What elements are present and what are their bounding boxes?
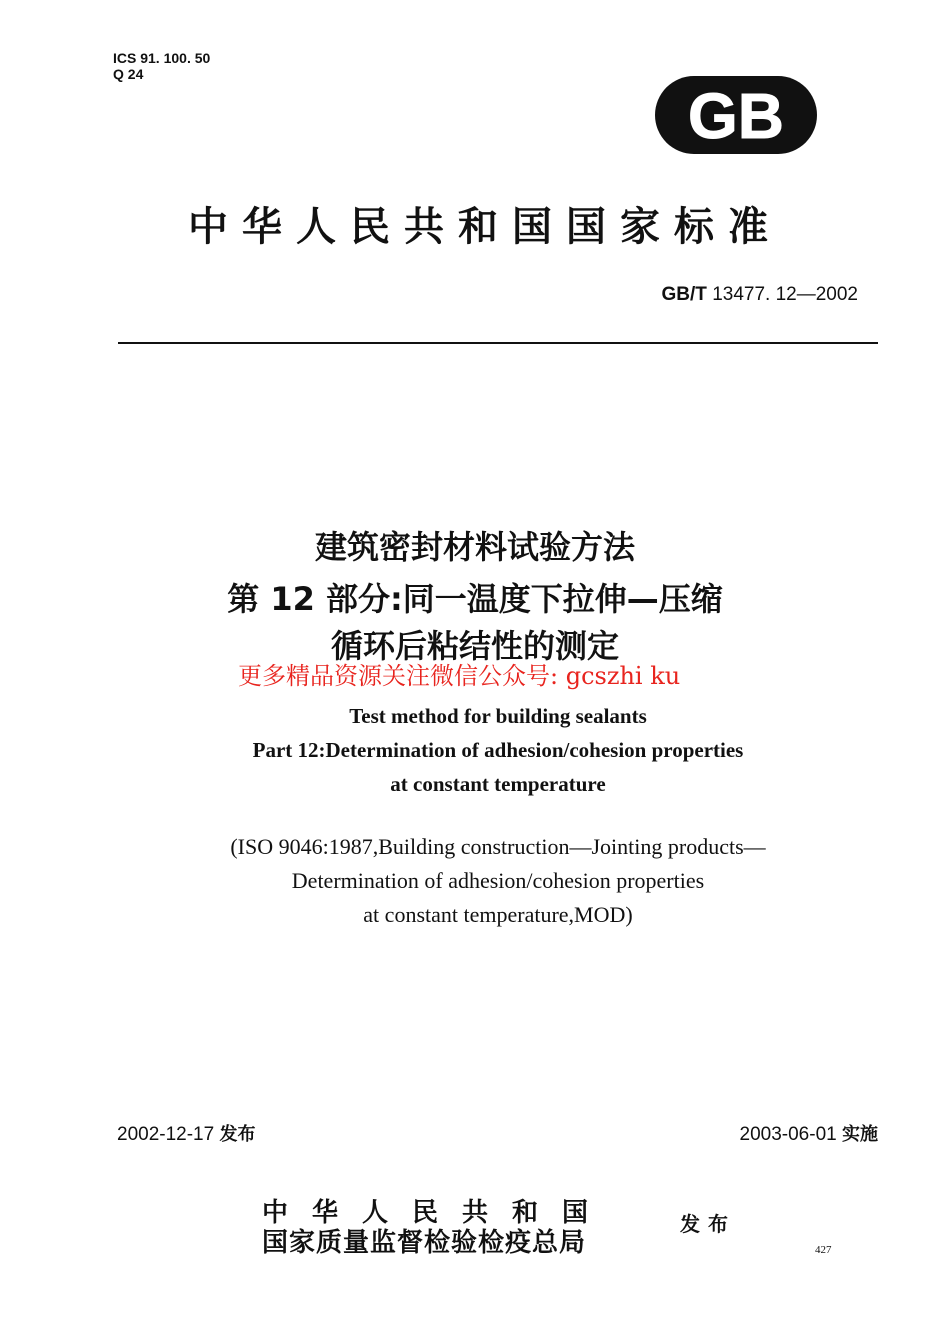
title-cn-line1: 建筑密封材料试验方法 xyxy=(314,528,635,566)
implement-date xyxy=(740,1120,878,1146)
ccs-code: Q 24 xyxy=(113,66,144,82)
gb-logo-icon xyxy=(651,72,821,158)
issue-date-label: 发布 xyxy=(219,1124,256,1145)
standard-number-prefix: GB/T xyxy=(661,284,707,305)
page-number: 427 xyxy=(815,1244,832,1256)
header-divider xyxy=(118,342,878,344)
issue-date-value: 2002-12-17 xyxy=(117,1124,215,1145)
issuer-line2: 国家质量监督检验检疫总局 xyxy=(262,1228,587,1258)
watermark-text: 更多精品资源关注微信公众号: gcszhi ku xyxy=(238,662,681,690)
implement-date-value: 2003-06-01 xyxy=(739,1124,837,1145)
national-standard-title: 中华人民共和国国家标准 xyxy=(188,203,782,250)
iso-reference-line2: Determination of adhesion/cohesion properties xyxy=(291,868,705,893)
issuer-action: 发布 xyxy=(680,1212,736,1236)
issuer-line1: 中华人民共和国 xyxy=(262,1198,613,1228)
title-en-line1: Test method for building sealants xyxy=(349,704,647,728)
iso-reference-line1: (ISO 9046:1987,Building construction—Jointing products— xyxy=(230,834,766,859)
ics-code: ICS 91. 100. 50 xyxy=(113,50,211,66)
standard-number xyxy=(662,284,858,306)
title-en-line3: at constant temperature xyxy=(390,772,606,796)
implement-date-label: 实施 xyxy=(842,1124,878,1145)
title-cn-line2: 第 12 部分:同一温度下拉伸—压缩 xyxy=(227,580,723,618)
standard-number-value: 13477. 12—2002 xyxy=(712,284,858,305)
classification-codes xyxy=(113,50,210,82)
title-cn-line3: 循环后粘结性的测定 xyxy=(330,627,619,665)
title-en-line2: Part 12:Determination of adhesion/cohesion properties xyxy=(252,738,744,762)
iso-reference-line3: at constant temperature,MOD) xyxy=(363,902,633,927)
gb-logo-text: GB xyxy=(688,80,784,152)
issue-date xyxy=(117,1120,255,1146)
